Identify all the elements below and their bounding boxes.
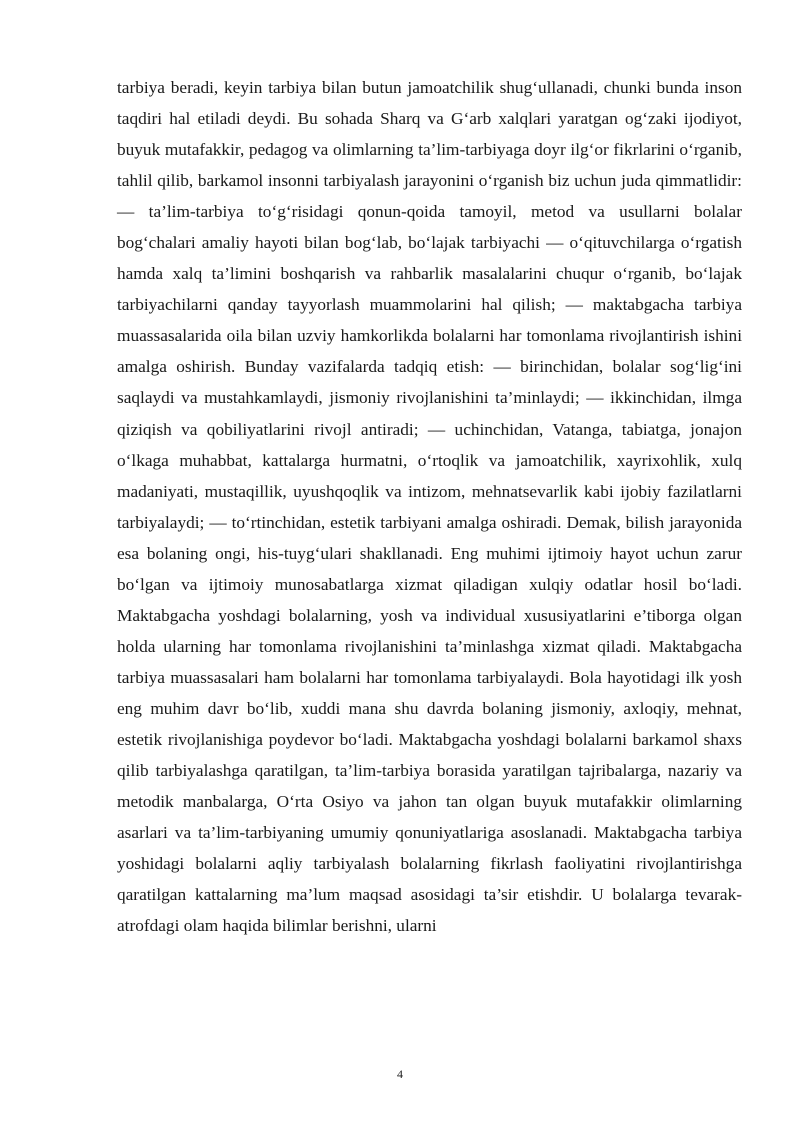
page-number: 4 [397, 1067, 403, 1081]
body-paragraph: tarbiya beradi, keyin tarbiya bilan butun jamoatchilik shug‘ullanadi, chunki bunda inson taqdiri hal etiladi deydi. Bu sohada Sharq va G‘arb xalqlari yaratgan og‘zaki ijodiyot, buyuk mutafakkir, pedagog va olimlarning ta’lim-tarbiyaga doyr ilg‘or fikrlarini o‘rganib, tahlil qilib, barkamol insonni tarbiyalash jarayonini o‘rganish biz uchun juda qimmatlidir: — ta’lim-tarbiya to‘g‘risidagi qonun-qoida tamoyil, metod va usullarni bolalar bog‘chalari amaliy hayoti bilan bog‘lab, bo‘lajak tarbiyachi — o‘qituvchilarga o‘rgatish hamda xalq ta’limini boshqarish va rahbarlik masalalarini chuqur o‘rganib, bo‘lajak tarbiyachilarni qanday tayyorlash muammolarini hal qilish; — maktabgacha tarbiya muassasalarida oila bilan uzviy hamkorlikda bolalarni har tomonlama rivojlantirish ishini amalga oshirish. Bunday vazifalarda tadqiq etish: — birinchidan, bolalar sog‘lig‘ini saqlaydi va mustahkamlaydi, jismoniy rivojlanishini ta’minlaydi; — ikkinchidan, ilmga qiziqish va qobiliyatlarini rivojl antiradi; — uchinchidan, Vatanga, tabiatga, jonajon o‘lkaga muhabbat, kattalarga hurmatni, o‘rtoqlik va jamoatchilik, xayrixohlik, xulq madaniyati, mustaqillik, uyushqoqlik va intizom, mehnatsevarlik kabi ijobiy fazilatlarni tarbiyalaydi; — to‘rtinchidan, estetik tarbiyani amalga oshiradi. Demak, bilish jarayonida esa bolaning ongi, his-tuyg‘ulari shakllanadi. Eng muhimi ijtimoiy hayot uchun zarur bo‘lgan va ijtimoiy munosabatlarga xizmat qiladigan xulqiy odatlar hosil bo‘ladi. Maktabgacha yoshdagi bolalarning, yosh va individual xususiyatlarini e’tiborga olgan holda ularning har tomonlama rivojlanishini ta’minlashga xizmat qiladi. Maktabgacha tarbiya muassasalari ham bolalarni har tomonlama tarbiyalaydi. Bola hayotidagi ilk yosh eng muhim davr bo‘lib, xuddi mana shu davrda bolaning jismoniy, axloqiy, mehnat, estetik rivojlanishiga poydevor bo‘ladi. Maktabgacha yoshdagi bolalarni barkamol shaxs qilib tarbiyalashga qaratilgan, ta’lim-tarbiya borasida yaratilgan tajribalarga, nazariy va metodik manbalarga, O‘rta Osiyo va jahon tan olgan buyuk mutafakkir olimlarning asarlari va ta’lim-tarbiyaning umumiy qonuniyatlariga asoslanadi. Maktabgacha tarbiya yoshidagi bolalarni aqliy tarbiyalash bolalarning fikrlash faoliyatini rivojlantirishga qaratilgan kattalarning ma’lum maqsad asosidagi ta’sir etishdir. U bolalarga tevarak-atrofdagi olam haqida bilimlar berishni, ularni [117, 78, 742, 936]
